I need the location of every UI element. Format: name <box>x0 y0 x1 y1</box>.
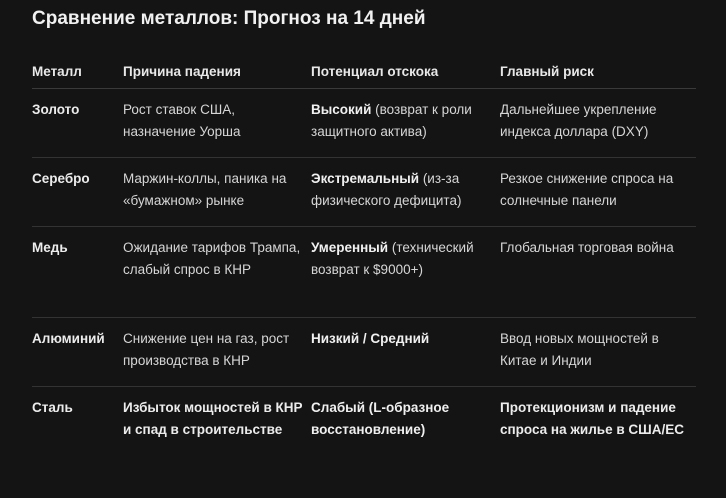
rebound-level: Экстремальный <box>311 171 420 186</box>
cell-metal: Серебро <box>32 158 123 227</box>
cell-risk: Протекционизм и падение спроса на жилье в США/ЕС <box>500 400 684 437</box>
rebound-detail: (из-за физического дефицита) <box>311 171 462 208</box>
rebound-level: Высокий <box>311 102 372 117</box>
rebound-level: Умеренный <box>311 240 389 255</box>
cell-rebound <box>311 89 500 158</box>
rebound-level: Слабый (L-образное восстановление) <box>311 400 450 437</box>
column-header-rebound: Потенциал отскока <box>311 54 500 89</box>
cell-reason: Ожидание тарифов Трампа, слабый спрос в КНР <box>123 227 311 318</box>
table-header-row <box>32 54 696 89</box>
cell-reason: Избыток мощностей в КНР и спад в строительстве <box>123 400 303 437</box>
cell-risk: Дальнейшее укрепление индекса доллара (DXY) <box>500 89 696 158</box>
table-row <box>32 158 696 227</box>
cell-risk: Ввод новых мощностей в Китае и Индии <box>500 318 696 387</box>
metals-comparison-table <box>32 54 696 477</box>
cell-risk: Глобальная торговая война <box>500 227 696 318</box>
cell-risk: Резкое снижение спроса на солнечные панели <box>500 158 696 227</box>
cell-reason: Маржин-коллы, паника на «бумажном» рынке <box>123 158 311 227</box>
column-header-risk: Главный риск <box>500 54 696 89</box>
cell-metal: Золото <box>32 89 123 158</box>
cell-metal: Сталь <box>32 400 73 415</box>
table-row <box>32 227 696 318</box>
cell-rebound <box>311 387 500 477</box>
page-title: Сравнение металлов: Прогноз на 14 дней <box>32 8 426 29</box>
column-header-reason: Причина падения <box>123 54 311 89</box>
rebound-level: Низкий / Средний <box>311 331 430 346</box>
cell-rebound <box>311 158 500 227</box>
table-row <box>32 318 696 387</box>
cell-reason: Снижение цен на газ, рост производства в КНР <box>123 318 311 387</box>
table-row <box>32 387 696 477</box>
rebound-detail: (технический возврат к $9000+) <box>311 240 474 277</box>
rebound-detail: (возврат к роли защитного актива) <box>311 102 472 139</box>
table-row <box>32 89 696 158</box>
cell-metal: Алюминий <box>32 318 123 387</box>
cell-metal: Медь <box>32 227 123 318</box>
cell-reason: Рост ставок США, назначение Уорша <box>123 89 311 158</box>
cell-rebound <box>311 227 500 318</box>
column-header-metal: Металл <box>32 54 123 89</box>
cell-rebound <box>311 318 500 387</box>
